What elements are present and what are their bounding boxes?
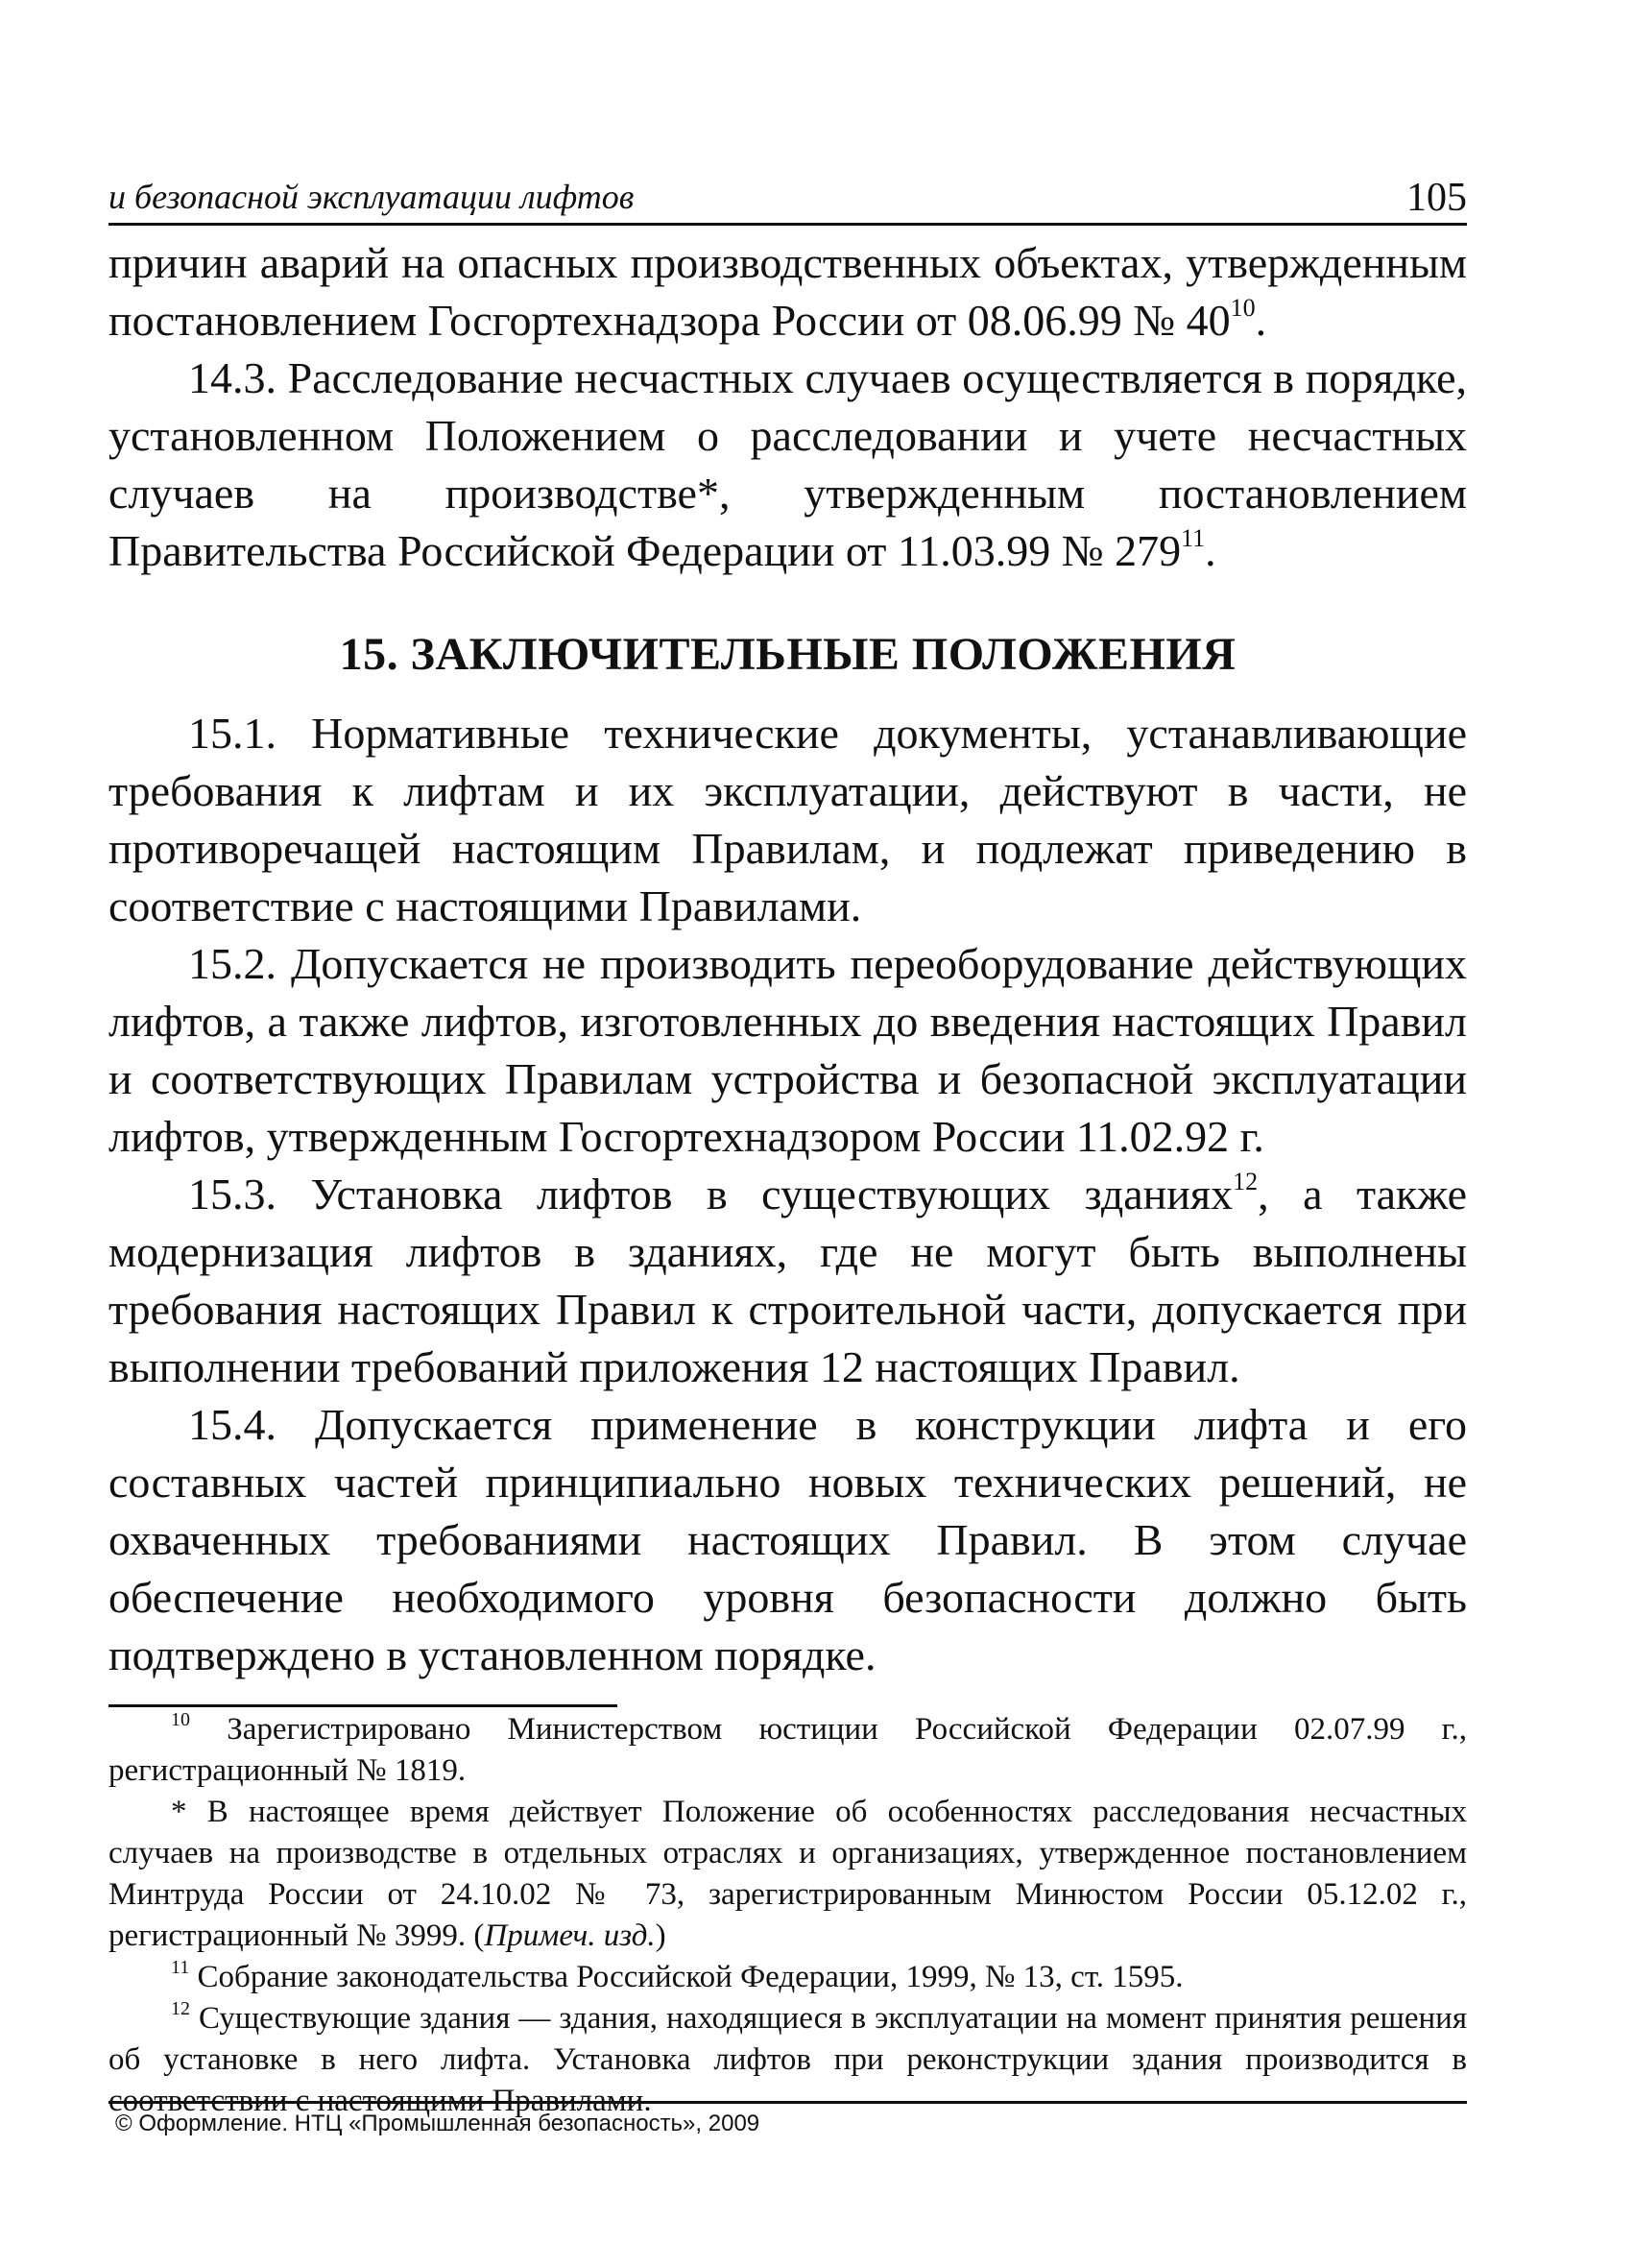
- footnote-12: $^{12}$ Существующие здания — здания, находящиеся в эксплуатации на момент принятия решения об установке в него лифта. Установка лифтов при реконструкции здания производится в соответствии с настоящими Правилами.: [108, 1998, 1467, 2118]
- running-title: и безопасной эксплуатации лифтов: [108, 178, 635, 216]
- body-text: [108, 234, 1467, 1684]
- page-number: 105: [1406, 176, 1467, 220]
- footnote-11: $^{11}$ Собрание законодательства Российской Федерации, 1999, № 13, ст. 1595.: [171, 1957, 1184, 1994]
- section-heading: 15. ЗАКЛЮЧИТЕЛЬНЫЕ ПОЛОЖЕНИЯ: [339, 629, 1237, 680]
- footnote-star: * В настоящее время действует Положение об особенностях расследования несчастных случаев на производстве в отдельных отраслях и организациях, утвержденное постановлением Минтруда России от 24.10.02 № 73, зарегистрированным Минюстом России 05.12.02 г., регистрационный № 3999. (Примеч. изд.): [108, 1795, 1467, 1953]
- paragraph-15-2: 15.2. Допускается не производить переоборудование действующих лифтов, а также лифтов, изготовленных до введения настоящих Правил и соответствующих Правилам устройства и безопасной эксплуатации лифтов, утвержденным Госгортехнадзором России 11.02.92 г.: [108, 939, 1467, 1161]
- footnote-10: $^{10}$ Зарегистрировано Министерством юстиции Российской Федерации 02.07.99 г., регистрационный № 1819.: [108, 1709, 1467, 1788]
- footer-divider: [108, 2101, 1467, 2104]
- footnote-ref-12: 12: [1233, 1168, 1259, 1195]
- footnotes: [108, 1709, 1467, 2122]
- footnote-divider: [108, 1704, 617, 1707]
- paragraph-continuation: причин аварий на опасных производственных объектах, утвержденным постановлением Госгортехнадзора России от 08.06.99 № $40^{10}$.: [108, 238, 1467, 345]
- footnote-ref-10: 10: [1230, 294, 1256, 322]
- paragraph-15-4: 15.4. Допускается применение в конструкции лифта и его составных частей принципиально новых технических решений, не охваченных требованиями настоящих Правил. В этом случае обеспечение необходимого уровня безопасности должно быть подтверждено в установленном порядке.: [108, 1400, 1467, 1679]
- paragraph-15-3: 15.3. Установка лифтов в существующих зданиях$^{12}$, а также модернизация лифтов в зданиях, где не могут быть выполнены требования настоящих Правил к строительной части, допускается при выполнении требований приложения 12 настоящих Правил.: [108, 1168, 1467, 1391]
- footnote-ref-11: 11: [1181, 524, 1206, 552]
- paragraph-15-1: 15.1. Нормативные технические документы, устанавливающие требования к лифтам и их эксплуатации, действуют в части, не противоречащей настоящим Правилам, и подлежат приведению в соответствие с настоящими Правилами.: [108, 709, 1467, 930]
- running-header: [108, 169, 1467, 226]
- paragraph-14-3: 14.3. Расследование несчастных случаев осуществляется в порядке, установленном Положением о расследовании и учете несчастных случаев на производстве*, утвержденным постановлением Правительства Российской Федерации от 11.03.99 № $279^{11}$.: [108, 353, 1467, 575]
- copyright-notice: © Оформление. НТЦ «Промышленная безопасность», 2009: [115, 2111, 760, 2136]
